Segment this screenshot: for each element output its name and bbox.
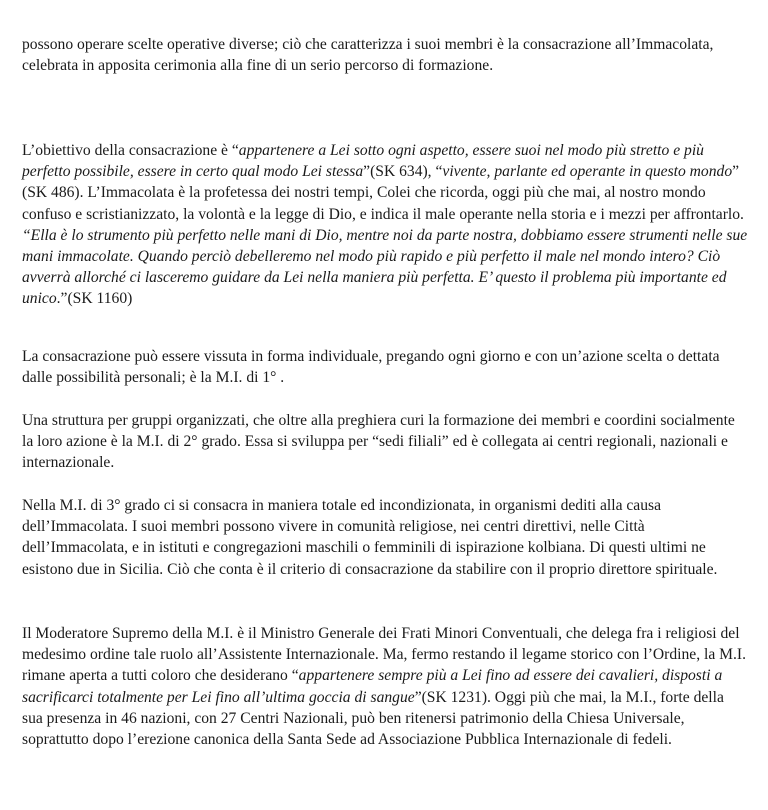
paragraph-third-degree (22, 495, 748, 580)
paragraph-third-degree-text: Nella M.I. di 3° grado ci si consacra in maniera totale ed incondizionata, in organismi dediti alla causa dell’Immacolata. I suoi membri possono vivere in comunità religiose, nei centri direttivi, nelle Città dell’Immacolata, e in istituti e congregazioni maschili o femminili di ispirazione kolbiana. Di questi ultimi ne esistono due in Sicilia. Ciò che conta è il criterio di consacrazione da stabilire con il proprio direttore spirituale. (22, 497, 718, 578)
text-segment: ” (SK 486). L’Immacolata è la profetessa dei nostri tempi, Colei che ricorda, oggi più che mai, al nostro mondo confuso e scristianizzato, la volontà e la legge di Dio, e indica il male operante nella storia e i mezzi per affrontarlo. (22, 163, 744, 223)
text-segment: ”(SK 1231). Oggi più che mai, la M.I., forte della sua presenza in 46 nazioni, con 27 Centri Nazionali, può ben ritenersi patrimonio della Chiesa Universale, soprattutto dopo l’erezione canonica della Santa Sede ad Associazione Pubblica Internazionale di fedeli. (22, 688, 724, 749)
paragraph-moderator (22, 623, 748, 750)
paragraph-second-degree (22, 410, 748, 474)
paragraph-first-degree (22, 346, 748, 388)
quote-segment: “Ella è lo strumento più perfetto nelle mani di Dio, mentre noi da parte nostra, dobbiamo essere strumenti nelle sue mani immacolate. Quando perciò debelleremo nel modo più rapido e più perfetto il male nel mondo intero? Ciò avverrà allorché ci lasceremo guidare da Lei nella maniera più perfetta. E’ questo il problema più importante ed unico (22, 226, 748, 308)
text-segment: Il Moderatore Supremo della M.I. è il Ministro Generale dei Frati Minori Conventuali, che delega fra i religiosi del medesimo ordine tale ruolo all’Assistente Internazionale. Ma, fermo restando il legame storico con l’Ordine, la M.I. rimane aperta a tutti coloro che desiderano “ (22, 625, 747, 685)
paragraph-intro-text: possono operare scelte operative diverse; ciò che caratterizza i suoi membri è la consacrazione all’Immacolata, celebrata in apposita cerimonia alla fine di un serio percorso di formazione. (22, 36, 714, 75)
quote-segment: appartenere sempre più a Lei fino ad essere dei cavalieri, disposti a sacrificarci totalmente per Lei fino all’ultima goccia di sangue (22, 667, 723, 706)
paragraph-consecration-objective (22, 140, 748, 310)
text-segment: ”(SK 634), “ (363, 163, 443, 181)
paragraph-first-degree-text: La consacrazione può essere vissuta in forma individuale, pregando ogni giorno e con un’azione scelta o dettata dalle possibilità personali; è la M.I. di 1° . (22, 348, 720, 387)
paragraph-second-degree-text: Una struttura per gruppi organizzati, che oltre alla preghiera curi la formazione dei membri e coordini socialmente la loro azione è la M.I. di 2° grado. Essa si sviluppa per “sedi filiali” ed è collegata ai centri regionali, nazionali e internazionale. (22, 412, 735, 472)
text-segment: L’obiettivo della consacrazione è “ (22, 142, 239, 159)
paragraph-intro (22, 34, 748, 76)
quote-segment: vivente, parlante ed operante in questo mondo (442, 163, 733, 181)
text-segment: .”(SK 1160) (56, 290, 133, 308)
quote-segment: appartenere a Lei sotto ogni aspetto, essere suoi nel modo più stretto e più perfetto possibile, essere in certo qual modo Lei stessa (22, 142, 704, 181)
